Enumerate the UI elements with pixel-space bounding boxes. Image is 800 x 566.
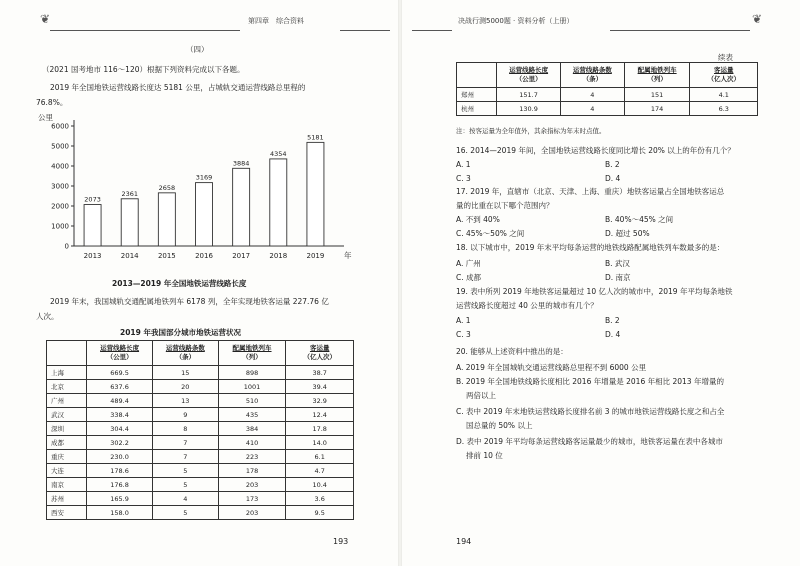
question-17-cont: 量的比重在以下哪个范围内？ [456,201,554,210]
option-cont: 国总量的 50% 以上 [466,421,533,430]
table-cell: 173 [218,492,286,506]
table-header: 运营线路条数 （条） [560,63,624,88]
table-cell: 178.6 [87,464,153,478]
y-tick-label: 5000 [51,142,69,151]
table-header: 客运量 （亿人次） [286,341,354,366]
left-header: 第四章 综合资料 [248,17,304,25]
table-cell: 304.4 [87,422,153,436]
table-cell: 669.5 [87,366,153,380]
x-tick-label: 2019 [306,252,325,260]
table-cell: 174 [624,102,690,116]
table-cell: 130.9 [497,102,561,116]
option-cont: 两倍以上 [466,391,496,400]
x-tick-label: 2013 [83,252,102,260]
table-row [47,492,354,506]
table-cell: 15 [152,366,218,380]
table-row [47,450,354,464]
option: D. 表中 2019 年平均每条运营线路客运量最少的城市，地铁客运量在表中各城市 [456,437,723,446]
x-tick-label: 2015 [157,252,176,260]
table-cell: 4 [152,492,218,506]
data-table [46,340,354,520]
table-cell: 4 [560,102,624,116]
table-cell: 203 [218,506,286,520]
y-tick-label: 6000 [51,122,69,131]
y-tick-label: 3000 [51,182,69,191]
table-header-city [47,341,87,366]
table-row [47,408,354,422]
table-cell: 3.6 [286,492,354,506]
table-cell: 7 [152,436,218,450]
option: D. 4 [605,174,621,183]
bar [158,193,175,246]
table-row [47,464,354,478]
header-rule [50,30,240,31]
table-row [47,478,354,492]
table-cell: 178 [218,464,286,478]
table-cell: 9.5 [286,506,354,520]
table-cell: 637.6 [87,380,153,394]
question-19: 19. 表中所列 2019 年地铁客运量超过 10 亿人次的城市中，2019 年平均每条地铁 [456,287,733,296]
table-cell: 489.4 [87,394,153,408]
option: C. 成都 [456,273,482,282]
table-row [47,422,354,436]
table-row [457,88,758,102]
table-cell: 6.1 [286,450,354,464]
option: B. 2 [605,316,620,325]
data-label: 3884 [232,159,250,168]
table-cell-city: 郑州 [457,88,497,102]
table-cell: 7 [152,450,218,464]
table-cell-city: 重庆 [47,450,87,464]
option: C. 表中 2019 年末地铁运营线路长度排名前 3 的城市地铁运营线路长度之和占全 [456,407,725,416]
bar [84,205,101,246]
table-cell: 17.8 [286,422,354,436]
header-rule [412,30,452,31]
table-cell: 20 [152,380,218,394]
y-tick-label: 0 [64,242,69,251]
ornament-left-icon: ❦ [40,12,51,26]
page-number: 193 [333,537,349,546]
paragraph-line: 人次。 [36,312,59,321]
table-cell: 176.8 [87,478,153,492]
table-cell: 158.0 [87,506,153,520]
continued-label: 续表 [718,53,733,62]
table-cell: 230.0 [87,450,153,464]
table-cell: 4.1 [690,88,758,102]
bar [121,199,138,246]
table-cell-city: 广州 [47,394,87,408]
question-19-cont: 运营线路长度超过 40 公里的城市有几个？ [456,301,598,310]
table-cell: 302.2 [87,436,153,450]
x-axis-label: 年 [344,251,352,260]
header-rule [610,30,750,31]
paragraph-line: 2019 年全国地铁运营线路长度达 5181 公里，占城轨交通运营线路总里程的 [50,83,306,92]
table-cell: 9 [152,408,218,422]
table-cell: 5 [152,506,218,520]
paragraph-line: 76.8%。 [36,98,68,107]
y-tick-label: 1000 [51,222,69,231]
table-cell: 10.4 [286,478,354,492]
table-row [457,102,758,116]
table-cell: 12.4 [286,408,354,422]
table-cell: 165.9 [87,492,153,506]
x-tick-label: 2018 [269,252,288,260]
page-number: 194 [456,537,472,546]
table-cell: 410 [218,436,286,450]
table-header: 运营线路长度 （公里） [497,63,561,88]
table-cell-city: 武汉 [47,408,87,422]
question-16: 16. 2014—2019 年间，全国地铁运营线路长度同比增长 20% 以上的年份有几个？ [456,146,735,155]
data-table-continued [456,62,758,116]
table-cell: 14.0 [286,436,354,450]
table-cell: 38.7 [286,366,354,380]
table-cell-city: 大连 [47,464,87,478]
option: A. 1 [456,160,471,169]
table-cell: 338.4 [87,408,153,422]
table-header: 配属地铁列车 （列） [218,341,286,366]
table-cell: 1001 [218,380,286,394]
section-marker: （四） [186,45,209,54]
ornament-right-icon: ❦ [752,12,763,26]
data-label: 5181 [307,133,324,142]
table-row [47,366,354,380]
x-tick-label: 2016 [195,252,213,260]
right-page [400,0,800,566]
y-tick-label: 2000 [51,202,69,211]
table-header: 客运量 （亿人次） [690,63,758,88]
option: A. 不到 40% [456,215,500,224]
bar [196,183,213,246]
option: B. 武汉 [605,259,630,268]
bar-chart [30,110,360,274]
option: B. 2019 年全国地铁线路长度相比 2016 年增量是 2016 年相比 2013 年增量的 [456,377,724,386]
data-label: 2361 [121,189,138,198]
paragraph-line: 2019 年末，我国城轨交通配属地铁列车 6178 列，全年实现地铁客运量 227.76 亿 [50,297,329,306]
table-note: 注：按客运量为全年值外，其余指标为年末时点值。 [456,127,606,135]
data-label: 2658 [158,183,176,192]
table-cell: 510 [218,394,286,408]
table-cell: 203 [218,478,286,492]
table-cell-city: 南京 [47,478,87,492]
chart-title: 2013—2019 年全国地铁运营线路长度 [112,279,247,288]
table-cell-city: 北京 [47,380,87,394]
option: B. 40%～45% 之间 [605,215,674,224]
y-tick-label: 4000 [51,162,69,171]
table-cell: 13 [152,394,218,408]
bar [233,168,250,246]
table-row [47,380,354,394]
table-cell: 384 [218,422,286,436]
x-tick-label: 2014 [120,252,139,260]
table-cell: 151 [624,88,690,102]
table-cell-city: 西安 [47,506,87,520]
intro-text: （2021 国考地市 116～120）根据下列资料完成以下各题。 [42,65,245,74]
header-rule [340,30,390,31]
option: D. 超过 50% [605,229,650,238]
table-cell: 151.7 [497,88,561,102]
table-cell: 898 [218,366,286,380]
table-cell: 4.7 [286,464,354,478]
table-cell-city: 上海 [47,366,87,380]
table-row [47,506,354,520]
table-cell: 435 [218,408,286,422]
table-cell-city: 杭州 [457,102,497,116]
table-cell: 39.4 [286,380,354,394]
table-row [47,436,354,450]
table-header-city [457,63,497,88]
option-cont: 排前 10 位 [466,451,503,460]
table-cell-city: 成都 [47,436,87,450]
question-17: 17. 2019 年，直辖市（北京、天津、上海、重庆）地铁客运量占全国地铁客运总 [456,187,725,196]
right-header: 决战行测5000题 · 资料分析（上册） [458,17,574,25]
option: C. 45%～50% 之间 [456,229,525,238]
option: A. 2019 年全国城轨交通运营线路总里程不到 6000 公里 [456,363,647,372]
table-cell: 8 [152,422,218,436]
y-axis-label: 公里 [38,113,53,122]
option: C. 3 [456,330,471,339]
table-title: 2019 年我国部分城市地铁运营状况 [120,328,241,337]
table-cell: 6.3 [690,102,758,116]
option: B. 2 [605,160,620,169]
table-header: 配属地铁列车 （列） [624,63,690,88]
table-cell-city: 深圳 [47,422,87,436]
option: A. 广州 [456,259,481,268]
question-18: 18. 以下城市中，2019 年末平均每条运营的地铁线路配属地铁列车数最多的是： [456,243,725,252]
table-header: 运营线路长度 （公里） [87,341,153,366]
table-cell-city: 苏州 [47,492,87,506]
question-20: 20. 能够从上述资料中推出的是： [456,347,568,356]
option: D. 4 [605,330,621,339]
x-tick-label: 2017 [232,252,251,260]
data-label: 4354 [270,149,287,158]
option: C. 3 [456,174,471,183]
table-cell: 223 [218,450,286,464]
table-cell: 32.9 [286,394,354,408]
data-label: 3169 [195,173,213,182]
table-row [47,394,354,408]
option: D. 南京 [605,273,631,282]
data-label: 2073 [84,195,101,204]
table-cell: 5 [152,478,218,492]
bar [270,159,287,246]
table-header: 运营线路条数 （条） [152,341,218,366]
table-cell: 4 [560,88,624,102]
option: A. 1 [456,316,471,325]
table-cell: 5 [152,464,218,478]
bar [307,142,324,246]
